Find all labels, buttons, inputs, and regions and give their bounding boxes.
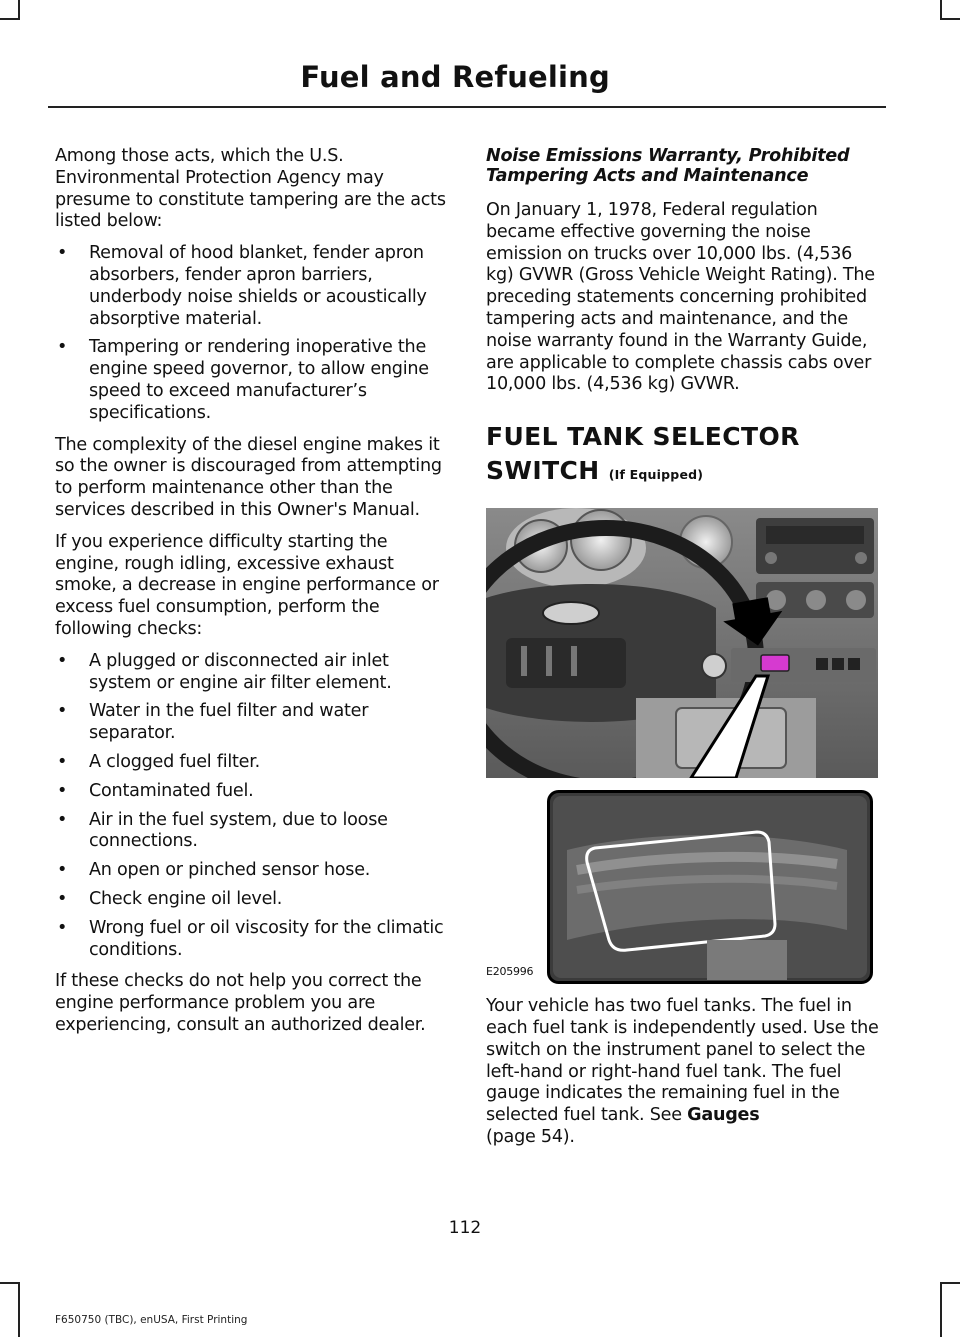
- switch-closeup-inset: [547, 790, 873, 984]
- list-item: [55, 243, 450, 330]
- closing-paragraph: If these checks do not help you correct the engine performance problem you are experiencing, consult an authorized dealer.: [55, 971, 426, 1035]
- footer-doc-info: F650750 (TBC), enUSA, First Printing: [55, 1314, 248, 1326]
- list-item: [55, 810, 450, 854]
- list-item-text: Wrong fuel or oil viscosity for the climatic conditions.: [89, 917, 444, 960]
- list-item: [55, 781, 450, 803]
- bullet-glyph: •: [57, 701, 68, 722]
- list-item-text: Removal of hood blanket, fender apron absorbers, fender apron barriers, underbody noise shields or acoustically absorptive material.: [89, 243, 427, 329]
- subsection-heading: Noise Emissions Warranty, Prohibited Tampering Acts and Maintenance: [486, 146, 850, 186]
- list-item-text: A plugged or disconnected air inlet system or engine air filter element.: [89, 650, 392, 693]
- bullet-glyph: •: [57, 780, 68, 801]
- page-reference: (page 54).: [486, 1126, 575, 1147]
- difficulty-paragraph: If you experience difficulty starting the engine, rough idling, excessive exhaust smoke, a decrease in engine performance or excess fuel consumption, perform the following checks:: [55, 531, 439, 639]
- bullet-glyph: •: [57, 243, 68, 264]
- crop-mark: [18, 0, 20, 20]
- page-number: 112: [448, 1218, 482, 1238]
- list-item: [55, 860, 450, 882]
- dashboard-illustration: [486, 508, 878, 778]
- list-item: [55, 651, 450, 695]
- list-item: [55, 918, 450, 962]
- list-item-text: Air in the fuel system, due to loose connections.: [89, 809, 388, 852]
- bullet-glyph: •: [57, 337, 68, 358]
- bullet-glyph: •: [57, 751, 68, 772]
- bullet-glyph: •: [57, 650, 68, 671]
- crop-mark: [940, 1282, 960, 1284]
- left-column: [55, 146, 450, 1047]
- crop-mark: [940, 0, 942, 20]
- fuel-tank-switch: [761, 655, 789, 671]
- crop-mark: [940, 1282, 942, 1337]
- section-heading: [486, 420, 884, 492]
- list-item: [55, 752, 450, 774]
- crop-mark: [940, 18, 960, 20]
- header-divider: [48, 106, 886, 108]
- bullet-glyph: •: [57, 860, 68, 881]
- bullet-glyph: •: [57, 917, 68, 938]
- checks-list: [55, 651, 450, 962]
- section-heading-line1: FUEL TANK SELECTOR: [486, 422, 800, 452]
- list-item: [55, 701, 450, 745]
- crop-mark: [0, 1282, 20, 1284]
- regulation-paragraph: On January 1, 1978, Federal regulation became effective governing the noise emission on trucks over 10,000 lbs. (4,536 kg) GVWR (Gross Vehicle Weight Rating). The preceding statements concerning prohibited tampering acts and maintenance, and the noise warranty found in the Warranty Guide, are applicable to complete chassis cabs over 10,000 lbs. (4,536 kg) GVWR.: [486, 200, 875, 395]
- list-item-text: Tampering or rendering inoperative the engine speed governor, to allow engine speed to exceed manufacturer’s specifications.: [89, 337, 429, 423]
- tampering-list: [55, 243, 450, 424]
- section-qualifier: (If Equipped): [608, 467, 704, 483]
- fuel-tank-selector-figure: [482, 508, 878, 984]
- list-item: [55, 889, 450, 911]
- intro-paragraph: Among those acts, which the U.S. Environmental Protection Agency may presume to constitute tampering are the acts listed below:: [55, 146, 446, 232]
- crop-mark: [18, 1282, 20, 1337]
- list-item-text: Check engine oil level.: [89, 888, 283, 909]
- list-item-text: A clogged fuel filter.: [89, 751, 260, 772]
- complexity-paragraph: The complexity of the diesel engine makes it so the owner is discouraged from attempting to perform maintenance other than the services described in this Owner's Manual.: [55, 434, 442, 520]
- list-item: [55, 337, 450, 424]
- gauges-reference-link[interactable]: Gauges: [687, 1105, 760, 1126]
- page-title: Fuel and Refueling: [300, 60, 610, 94]
- list-item-text: An open or pinched sensor hose.: [89, 860, 371, 881]
- fuel-tanks-paragraph: [486, 996, 884, 1149]
- fuel-tanks-text: Your vehicle has two fuel tanks. The fuel in each fuel tank is independently used. Use the switch on the instrument panel to select the left-hand or right-hand fuel tank. The fuel gauge indicates the remaining fuel in the selected fuel tank. See: [486, 996, 879, 1126]
- list-item-text: Contaminated fuel.: [89, 780, 254, 801]
- section-heading-line2: SWITCH: [486, 456, 600, 486]
- bullet-glyph: •: [57, 809, 68, 830]
- list-item-text: Water in the fuel filter and water separator.: [89, 701, 369, 744]
- right-column: [486, 146, 884, 1159]
- crop-mark: [0, 18, 20, 20]
- figure-code: E205996: [486, 965, 534, 979]
- bullet-glyph: •: [57, 888, 68, 909]
